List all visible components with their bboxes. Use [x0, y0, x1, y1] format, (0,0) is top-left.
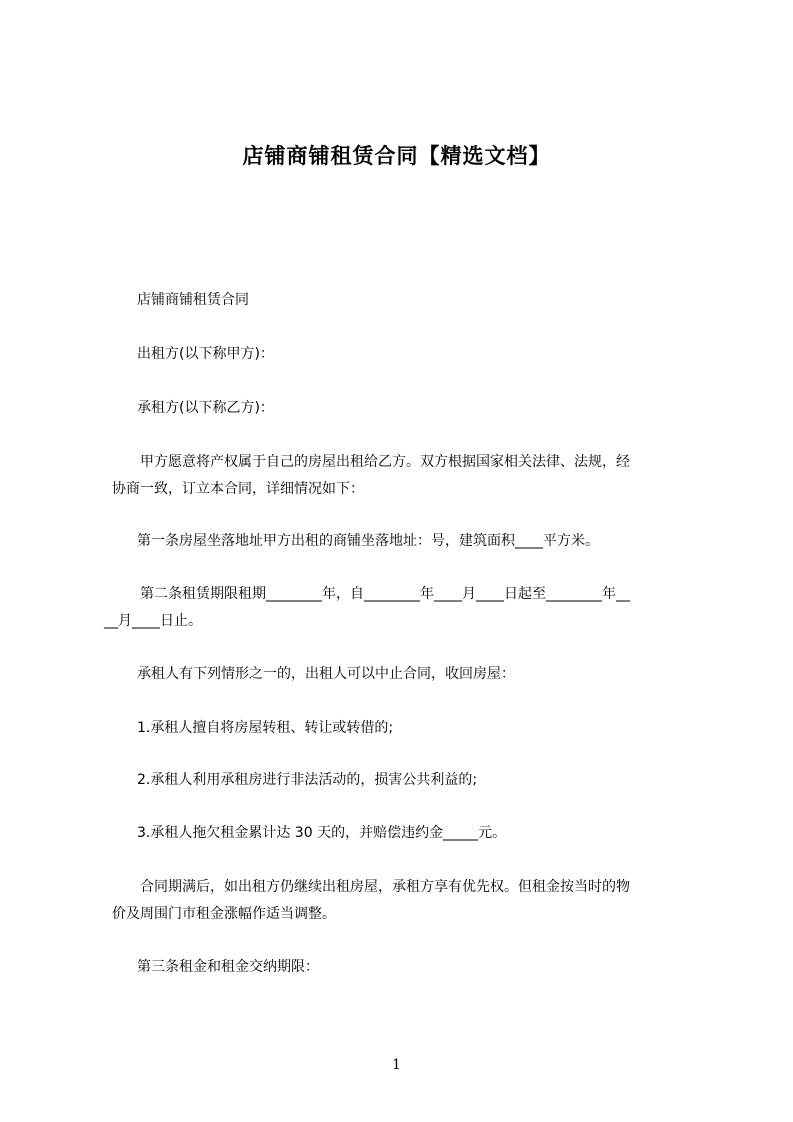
paragraph-article-2-line2: __月____日止。: [104, 613, 202, 629]
paragraph-renewal-line1: 合同期满后，如出租方仍继续出租房屋，承租方享有优先权。但租金按当时的物: [140, 879, 630, 895]
paragraph-article-3: 第三条租金和租金交纳期限：: [137, 959, 319, 975]
paragraph-article-1: 第一条房屋坐落地址甲方出租的商铺坐落地址：号，建筑面积____平方米。: [137, 533, 599, 549]
paragraph-lessor: 出租方(以下称甲方)：: [137, 346, 274, 362]
paragraph-contract-name: 店铺商铺租赁合同: [137, 292, 249, 308]
document-title: 店铺商铺租赁合同【精选文档】: [242, 144, 551, 168]
paragraph-renewal-line2: 价及周围门市租金涨幅作适当调整。: [112, 906, 336, 922]
list-item-2: 2.承租人利用承租房进行非法活动的，损害公共利益的;: [137, 772, 478, 788]
paragraph-lessee: 承租方(以下称乙方)：: [137, 400, 274, 416]
list-item-3: 3.承租人拖欠租金累计达 30 天的，并赔偿违约金_____元。: [137, 825, 507, 841]
paragraph-termination-conditions: 承租人有下列情形之一的，出租人可以中止合同，收回房屋：: [137, 666, 515, 682]
paragraph-article-2-line1: 第二条租赁期限租期________年，自________年____月____日起至________年__: [140, 586, 630, 602]
paragraph-intro-line1: 甲方愿意将产权属于自己的房屋出租给乙方。双方根据国家相关法律、法规，经: [140, 454, 630, 470]
paragraph-intro-line2: 协商一致，订立本合同，详细情况如下：: [112, 481, 364, 497]
list-item-1: 1.承租人擅自将房屋转租、转让或转借的;: [137, 720, 394, 736]
page-number: 1: [392, 1057, 401, 1073]
